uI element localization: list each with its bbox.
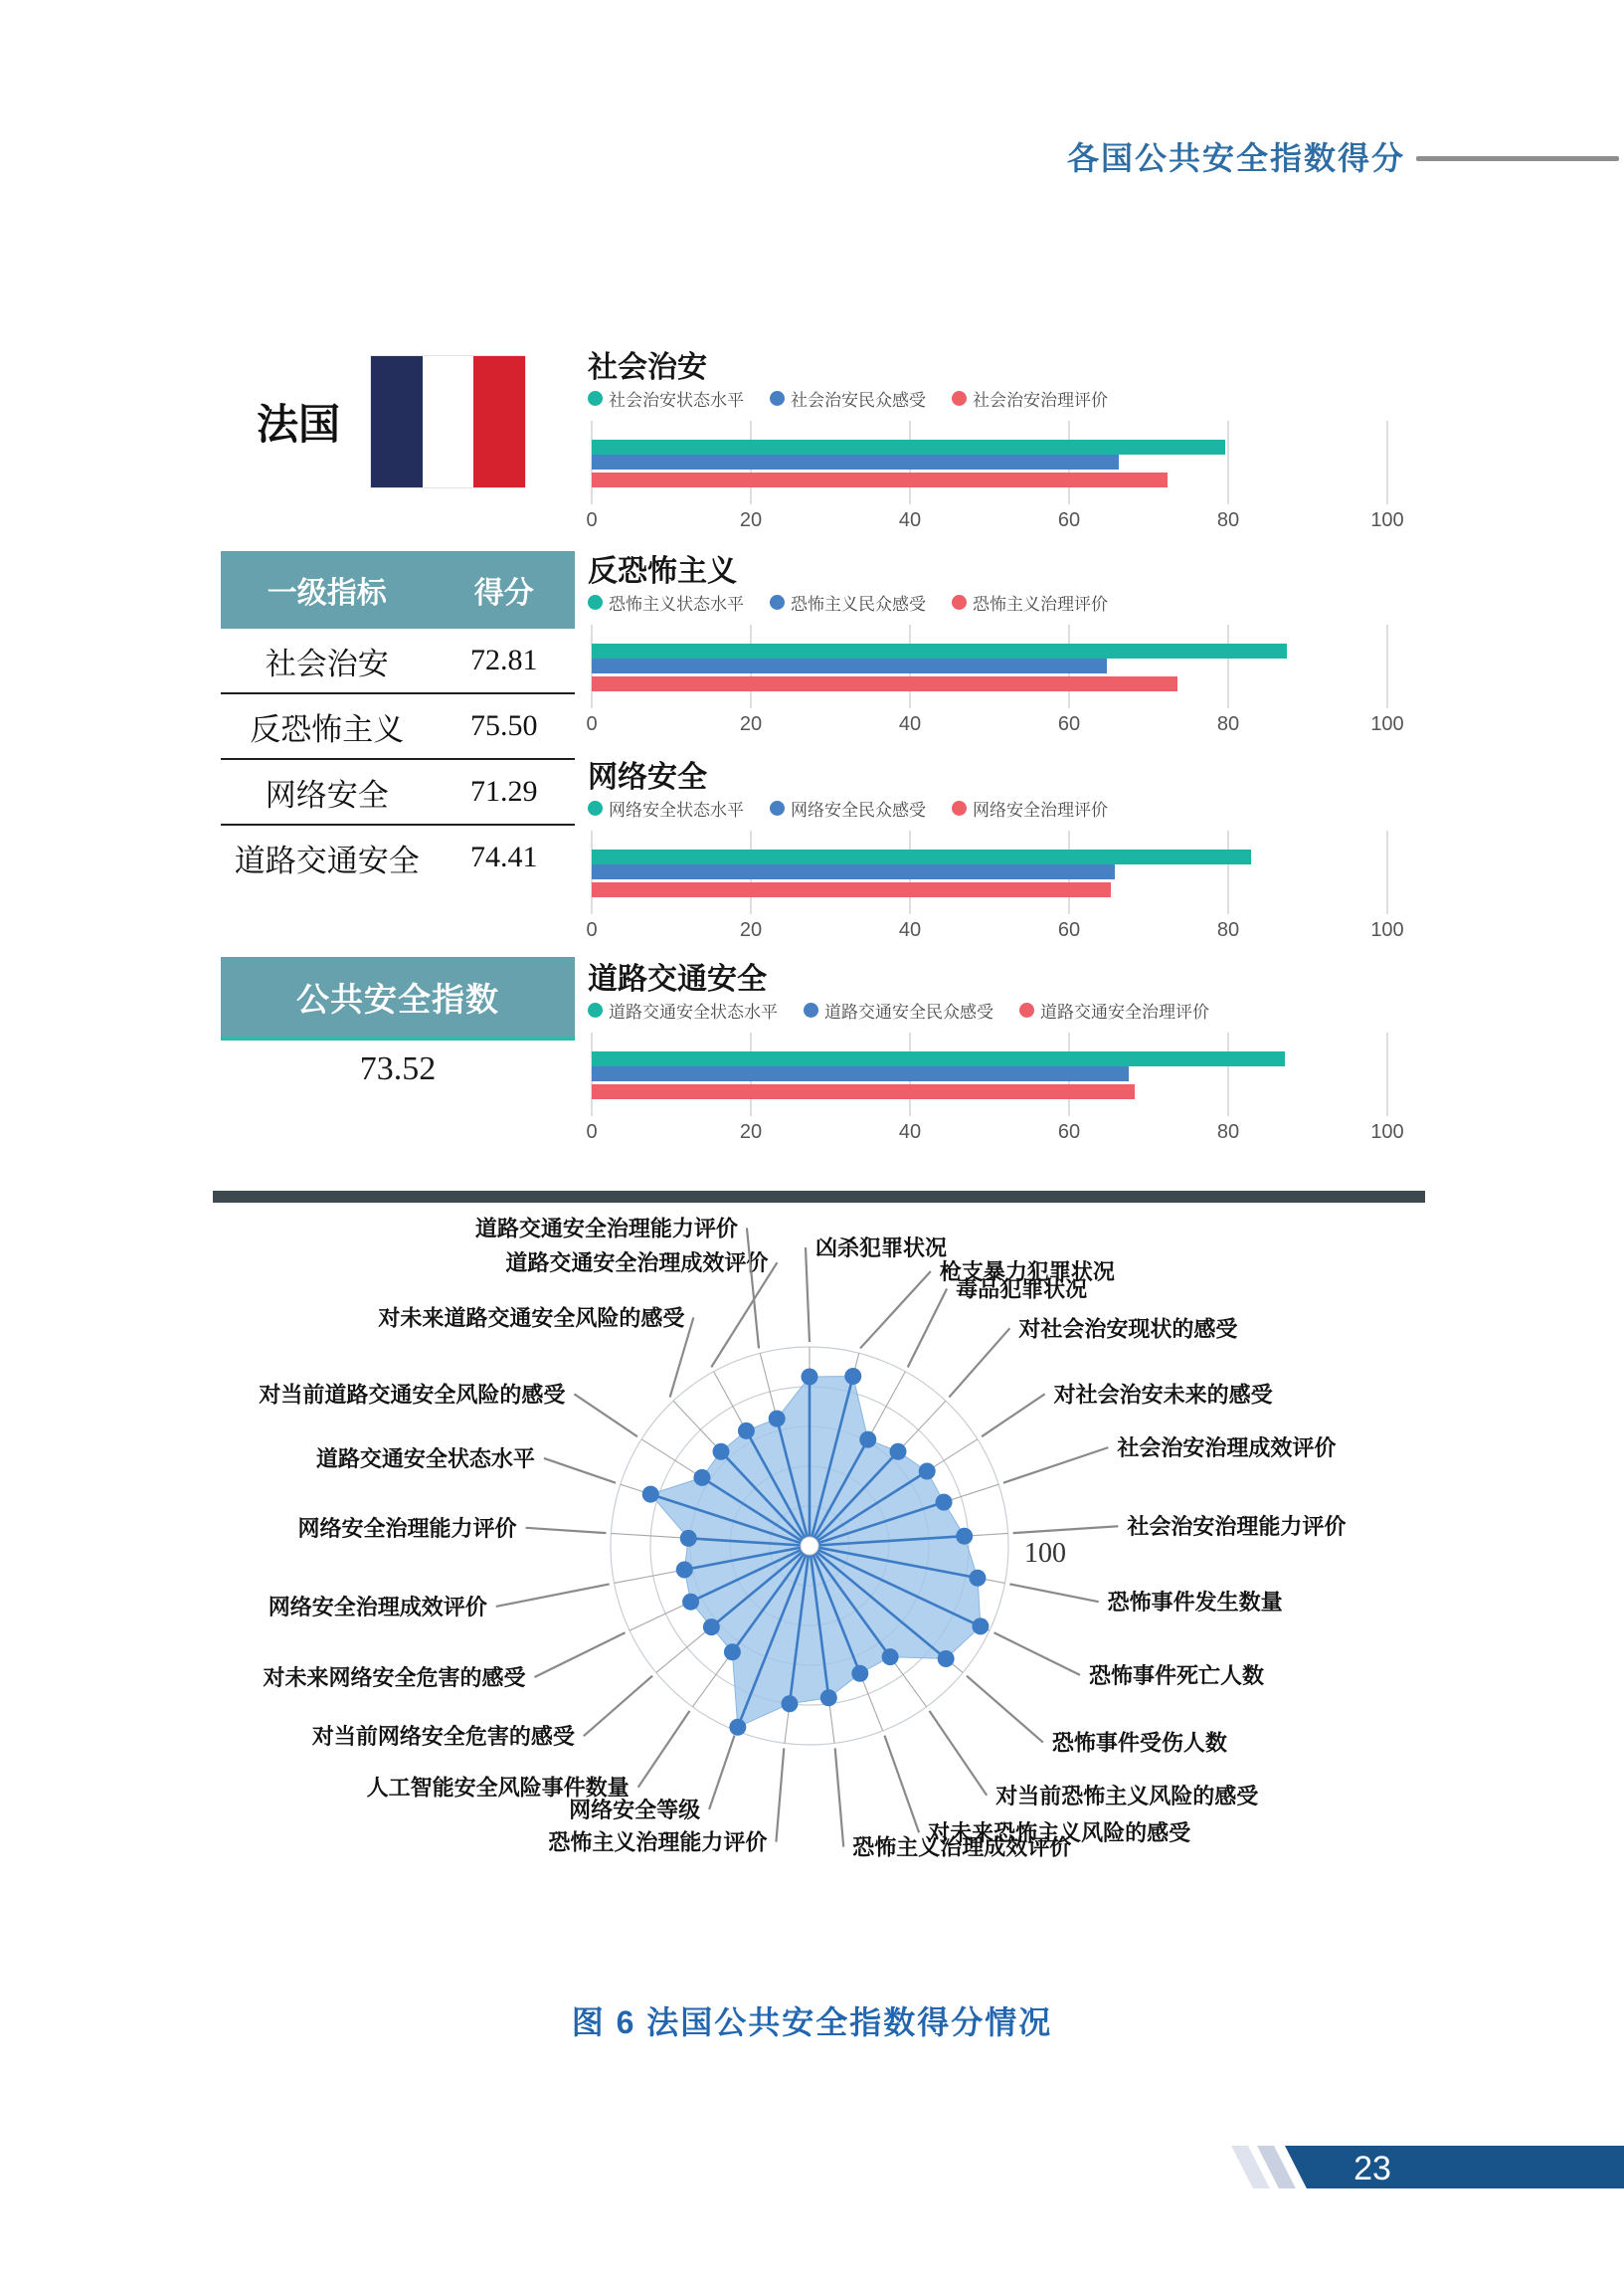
legend-dot-icon	[952, 391, 967, 406]
radar-data-point	[851, 1665, 868, 1682]
chart-title: 社会治安	[588, 351, 707, 384]
axis-tick-label: 20	[739, 713, 763, 735]
table-row	[221, 826, 575, 889]
radar-axis-label: 道路交通安全状态水平	[315, 1445, 535, 1471]
axis-tick-label: 100	[1370, 1121, 1404, 1143]
radar-center	[801, 1537, 818, 1555]
radar-axis-label: 凶杀犯罪状况	[815, 1235, 948, 1260]
legend-item	[952, 386, 1108, 411]
bar-chart-3	[588, 744, 1413, 948]
legend-label: 道路交通安全民众感受	[824, 1003, 993, 1022]
radar-label-leader	[982, 1394, 1045, 1436]
radar-axis-label: 社会治安治理能力评价	[1127, 1514, 1347, 1540]
axis-tick-label: 100	[1370, 919, 1404, 941]
legend-label: 道路交通安全治理评价	[1040, 1003, 1209, 1022]
data-bar	[592, 1066, 1129, 1081]
indicator-label: 社会治安	[265, 646, 389, 681]
public-safety-index-score: 73.52	[359, 1050, 437, 1087]
legend-item	[588, 796, 744, 821]
radar-data-point	[956, 1528, 973, 1545]
radar-data-point	[802, 1369, 818, 1386]
radar-data-point	[781, 1695, 798, 1712]
legend-item	[1019, 998, 1209, 1023]
legend-dot-icon	[588, 801, 603, 816]
legend-dot-icon	[1019, 1003, 1034, 1018]
gridline	[1227, 1033, 1229, 1116]
radar-label-leader	[835, 1748, 844, 1846]
legend-label: 社会治安民众感受	[791, 391, 926, 410]
legend-item	[588, 590, 744, 615]
legend-label: 网络安全状态水平	[609, 801, 744, 820]
radar-chart	[40, 1209, 1581, 1885]
radar-label-leader	[496, 1584, 610, 1606]
radar-axis-label: 网络安全治理成效评价	[268, 1594, 487, 1619]
radar-label-leader	[574, 1394, 637, 1436]
radar-data-point	[738, 1423, 755, 1439]
header-rule	[1416, 156, 1619, 161]
radar-axis-label: 道路交通安全治理成效评价	[505, 1250, 769, 1276]
radar-axis-label: 对社会治安未来的感受	[1053, 1382, 1273, 1408]
legend-label: 恐怖主义治理评价	[973, 595, 1108, 614]
radar-data-point	[769, 1411, 786, 1427]
legend-label: 道路交通安全状态水平	[609, 1003, 778, 1022]
data-bar	[592, 455, 1119, 470]
radar-axis-label: 恐怖事件死亡人数	[1088, 1662, 1264, 1688]
radar-axis-label: 枪支暴力犯罪状况	[939, 1258, 1115, 1284]
chart-legend	[588, 590, 1108, 615]
radar-axis-label: 对当前道路交通安全风险的感受	[259, 1382, 566, 1408]
axis-tick-label: 80	[1216, 1121, 1240, 1143]
indicator-label: 网络安全	[265, 777, 389, 813]
axis-tick-label: 100	[1370, 509, 1404, 531]
radar-data-point	[682, 1594, 699, 1611]
legend-label: 社会治安状态水平	[609, 391, 744, 410]
data-bar	[592, 440, 1225, 455]
axis-tick-label: 80	[1216, 919, 1240, 941]
indicator-score: 75.50	[470, 709, 538, 742]
radar-data-point	[703, 1618, 720, 1635]
axis-tick-label: 20	[739, 1121, 763, 1143]
flag-stripe-white	[423, 356, 474, 487]
gridline	[1227, 421, 1229, 504]
axis-tick-label: 0	[586, 1121, 598, 1143]
chart-title: 反恐怖主义	[588, 555, 737, 588]
radar-label-leader	[1009, 1584, 1098, 1602]
radar-label-leader	[993, 1632, 1079, 1675]
gridline	[1227, 625, 1229, 708]
section-divider	[213, 1191, 1425, 1203]
flag-stripe-blue	[371, 356, 423, 487]
chart-legend	[588, 998, 1209, 1023]
legend-label: 社会治安治理评价	[973, 391, 1108, 410]
radar-data-point	[844, 1368, 861, 1385]
radar-axis-label: 对当前网络安全危害的感受	[311, 1724, 575, 1750]
radar-axis-label: 对当前恐怖主义风险的感受	[995, 1783, 1259, 1808]
axis-tick-label: 60	[1057, 1121, 1081, 1143]
axis-tick-label: 40	[898, 919, 922, 941]
axis-tick-label: 0	[586, 713, 598, 735]
axis-tick-label: 60	[1057, 509, 1081, 531]
legend-label: 网络安全治理评价	[973, 801, 1108, 820]
radar-label-leader	[776, 1748, 784, 1841]
indicator-label: 道路交通安全	[234, 843, 420, 878]
country-name: 法国	[257, 401, 341, 448]
radar-label-leader	[806, 1247, 810, 1342]
legend-dot-icon	[588, 595, 603, 610]
radar-label-leader	[747, 1228, 759, 1348]
x-axis	[586, 1121, 1404, 1147]
bar-chart-2	[588, 538, 1413, 742]
data-bar	[592, 659, 1107, 673]
radar-label-leader	[884, 1736, 919, 1833]
axis-tick-label: 80	[1216, 713, 1240, 735]
radar-data-point	[820, 1689, 837, 1706]
radar-axis-label: 道路交通安全治理能力评价	[474, 1216, 738, 1241]
score-table-header	[221, 551, 575, 629]
axis-tick-label: 40	[898, 1121, 922, 1143]
radar-label-leader	[638, 1711, 690, 1788]
indicator-label: 反恐怖主义	[250, 711, 405, 747]
radar-max-label: 100	[1024, 1538, 1066, 1569]
legend-dot-icon	[588, 1003, 603, 1018]
chart-legend	[588, 796, 1108, 821]
score-table-body	[221, 629, 575, 889]
x-axis	[586, 919, 1404, 945]
radar-label-leader	[535, 1632, 626, 1677]
legend-label: 恐怖主义状态水平	[609, 595, 744, 614]
score-table	[221, 551, 575, 889]
axis-tick-label: 0	[586, 509, 598, 531]
axis-tick-label: 40	[898, 713, 922, 735]
legend-item	[770, 386, 926, 411]
radar-data-point	[938, 1650, 955, 1667]
radar-data-point	[729, 1719, 746, 1736]
legend-dot-icon	[804, 1003, 818, 1018]
radar-axis-label: 对未来网络安全危害的感受	[263, 1664, 526, 1690]
radar-axis-label: 对未来道路交通安全风险的感受	[378, 1305, 685, 1331]
gridline	[1386, 625, 1388, 708]
legend-item	[952, 796, 1108, 821]
gridline	[1386, 1033, 1388, 1116]
radar-axis-label: 对未来恐怖主义风险的感受	[928, 1820, 1191, 1846]
gridline	[1386, 831, 1388, 914]
axis-tick-label: 80	[1216, 509, 1240, 531]
table-row	[221, 760, 575, 826]
axis-tick-label: 60	[1057, 713, 1081, 735]
radar-axis-label: 网络安全治理能力评价	[297, 1515, 517, 1541]
legend-item	[770, 590, 926, 615]
public-safety-index-box: 公共安全指数	[221, 957, 575, 1041]
radar-axis-label: 恐怖事件发生数量	[1107, 1590, 1283, 1615]
radar-data-point	[642, 1486, 659, 1503]
legend-label: 网络安全民众感受	[791, 801, 926, 820]
gridline	[1386, 421, 1388, 504]
score-table-header-score: 得分	[473, 577, 534, 610]
legend-dot-icon	[770, 391, 785, 406]
radar-axis-label: 毒品犯罪状况	[956, 1276, 1088, 1302]
bar-chart-1	[588, 334, 1413, 538]
legend-item	[804, 998, 993, 1023]
radar-data-point	[969, 1570, 986, 1587]
radar-label-leader	[967, 1676, 1043, 1743]
axis-tick-label: 20	[739, 919, 763, 941]
gridline	[1227, 831, 1229, 914]
legend-dot-icon	[588, 391, 603, 406]
legend-item	[952, 590, 1108, 615]
radar-data-point	[919, 1462, 936, 1479]
page-header-title: 各国公共安全指数得分	[1066, 140, 1405, 176]
data-bar	[592, 473, 1168, 487]
radar-data-point	[972, 1617, 989, 1634]
radar-data-point	[882, 1648, 899, 1665]
chart-plot-area	[592, 1033, 1387, 1116]
radar-label-leader	[860, 1271, 931, 1348]
data-bar	[592, 1084, 1135, 1099]
data-bar	[592, 864, 1115, 879]
legend-dot-icon	[770, 801, 785, 816]
radar-label-leader	[544, 1458, 616, 1483]
chart-plot-area	[592, 421, 1387, 504]
radar-data-point	[889, 1443, 906, 1460]
axis-tick-label: 20	[739, 509, 763, 531]
radar-label-leader	[526, 1528, 607, 1533]
data-bar	[592, 676, 1177, 691]
bar-chart-4	[588, 946, 1413, 1150]
radar-data-point	[724, 1643, 741, 1660]
axis-tick-label: 60	[1057, 919, 1081, 941]
radar-label-leader	[908, 1288, 947, 1367]
legend-dot-icon	[952, 801, 967, 816]
indicator-score: 74.41	[470, 841, 538, 873]
axis-tick-label: 0	[586, 919, 598, 941]
table-row	[221, 629, 575, 694]
chart-legend	[588, 386, 1108, 411]
radar-label-leader	[584, 1676, 652, 1737]
legend-label: 恐怖主义民众感受	[791, 595, 926, 614]
radar-label-leader	[709, 1736, 734, 1809]
radar-axis-label: 人工智能安全风险事件数量	[366, 1775, 630, 1801]
page-number: 23	[1353, 2150, 1391, 2187]
axis-tick-label: 100	[1370, 713, 1404, 735]
radar-axis-label: 网络安全等级	[569, 1797, 701, 1822]
indicator-score: 72.81	[470, 644, 538, 676]
x-axis	[586, 509, 1404, 535]
indicator-score: 71.29	[470, 775, 538, 808]
score-table-header-indicator: 一级指标	[267, 577, 387, 610]
legend-item	[588, 998, 778, 1023]
chart-title: 道路交通安全	[588, 963, 767, 996]
table-row	[221, 694, 575, 760]
radar-data-point	[680, 1530, 697, 1547]
radar-data-point	[859, 1431, 876, 1448]
radar-axis-label: 恐怖主义治理成效评价	[852, 1834, 1072, 1860]
radar-axis-label: 对社会治安现状的感受	[1018, 1316, 1238, 1342]
radar-label-leader	[949, 1328, 1009, 1397]
legend-item	[770, 796, 926, 821]
radar-axis-label: 社会治安治理成效评价	[1117, 1435, 1337, 1461]
data-bar	[592, 882, 1111, 897]
flag-stripe-red	[473, 356, 525, 487]
radar-data-point	[936, 1494, 953, 1511]
legend-dot-icon	[952, 595, 967, 610]
axis-tick-label: 40	[898, 509, 922, 531]
radar-label-leader	[1003, 1447, 1108, 1483]
radar-data-point	[693, 1469, 710, 1486]
radar-data-point	[676, 1561, 693, 1578]
chart-plot-area	[592, 625, 1387, 708]
data-bar	[592, 850, 1251, 864]
figure-caption: 图 6 法国公共安全指数得分情况	[571, 2004, 1053, 2040]
legend-dot-icon	[770, 595, 785, 610]
data-bar	[592, 644, 1287, 659]
radar-data-point	[713, 1443, 730, 1460]
radar-axis-label: 恐怖事件受伤人数	[1051, 1730, 1227, 1756]
radar-label-leader	[929, 1711, 987, 1796]
legend-item	[588, 386, 744, 411]
data-bar	[592, 1051, 1285, 1066]
x-axis	[586, 713, 1404, 739]
radar-label-leader	[1013, 1526, 1119, 1533]
france-flag	[371, 356, 525, 487]
radar-axis-label: 恐怖主义治理能力评价	[548, 1829, 768, 1855]
chart-plot-area	[592, 831, 1387, 914]
chart-title: 网络安全	[588, 761, 707, 794]
